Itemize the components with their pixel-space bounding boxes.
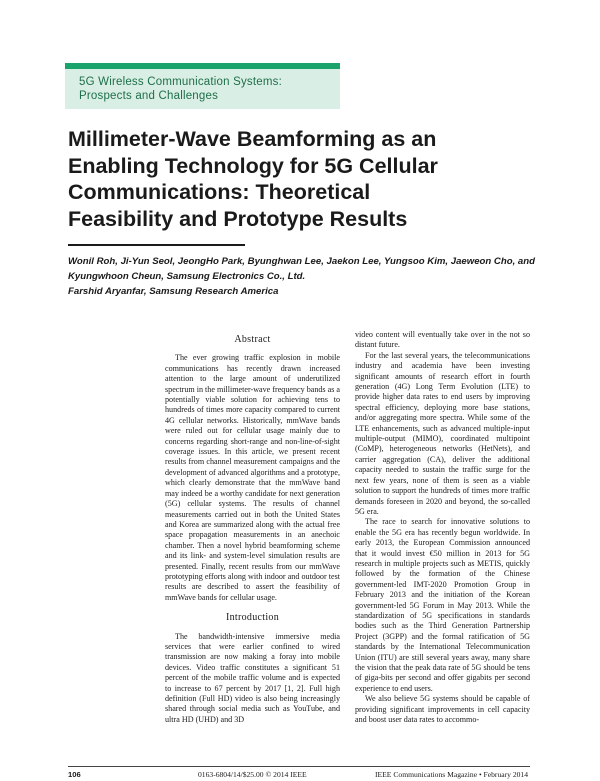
series-title-line-2: Prospects and Challenges: [79, 90, 219, 102]
title-divider: [68, 244, 245, 246]
series-title-line-1: 5G Wireless Communication Systems:: [79, 76, 282, 88]
author-line: Farshid Aryanfar, Samsung Research America: [68, 286, 279, 297]
title-line: Communications: Theoretical: [68, 180, 371, 204]
magazine-issue: IEEE Communications Magazine • February 2014: [375, 770, 529, 779]
introduction-heading: Introduction: [225, 612, 280, 624]
title-line: Feasibility and Prototype Results: [68, 206, 408, 231]
page-number: 106: [68, 770, 81, 779]
article-title: [68, 126, 538, 232]
body-paragraph: We also believe 5G systems should be capable of providing significant improvements in cell capacity and boost user data rates to accommo-: [355, 694, 530, 725]
right-column: [355, 330, 530, 725]
title-line: Millimeter-Wave Beamforming as an: [68, 127, 437, 151]
introduction-text: The bandwidth-intensive immersive media services that were earlier confined to wired transmission are now making a foray into mobile devices. Video traffic constitutes a significant 51 percent of the mobile traffic volume and is expected to increase to 67 percent by 2017 [1, 2]. Full high definition (Full HD) video is also being increasingly shared through social media such as YouTube, and ultra HD (UHD) and 3D: [165, 631, 340, 724]
title-line: Enabling Technology for 5G Cellular: [68, 153, 438, 178]
body-paragraph: The race to search for innovative solutions to enable the 5G era has recently begun worldwide. In early 2013, the European Commission announced that it would invest €50 million in 2013 for 5G research in multiple projects such as METIS, quickly followed by the formation of the Chinese government-led IMT-2020 Promotion Group in February 2013 and the initiation of the Korean government-led 5G Forum in May 2013. While the standardization of 5G specifications in standards bodies such as the Third Generation Partnership Project (3GPP) and the formal ratification of 5G standards by the International Telecommunication Union (ITU) are still several years away, many share the vision that the peak data rate of 5G should be tens of giga-bits per second and offer gigabits per second experience to end users.: [355, 517, 530, 693]
abstract-heading: Abstract: [234, 334, 271, 345]
abstract-text: The ever growing traffic explosion in mobile communications has recently drawn increased attention to the large amount of underutilized spectrum in the millimeter-wave frequency bands as a potentially viable solution for achieving tens to hundreds of times more capacity compared to current 4G cellular networks. Historically, mmWave bands were ruled out for cellular usage mainly due to concerns regarding short-range and non-line-of-sight coverage issues. In this article, we present recent results from channel measurement campaigns and the development of advanced algorithms and a prototype, which clearly demonstrate that the mmWave band may indeed be a worthy candidate for next generation (5G) cellular systems. The results of channel measurements carried out in both the United States and Korea are summarized along with the actual free space propagation measurements in an anechoic chamber. Then a novel hybrid beamforming scheme and its link- and system-level simulation results are presented. Finally, recent results from our mmWave prototyping efforts along with indoor and outdoor test results are described to assert the feasibility of mmWave bands for cellular usage.: [165, 353, 340, 602]
author-line: Kyungwhoon Cheun, Samsung Electronics Co., Ltd.: [68, 271, 306, 282]
body-paragraph: video content will eventually take over in the not so distant future.: [355, 330, 530, 350]
author-line: Wonil Roh, Ji-Yun Seol, JeongHo Park, Byunghwan Lee, Jaekon Lee, Yungsoo Kim, Jaeweon Cho, and: [68, 256, 535, 267]
left-column: [165, 330, 340, 725]
author-list: [68, 254, 538, 299]
series-banner: [65, 63, 340, 109]
footer-divider: [68, 766, 530, 767]
copyright-code: 0163-6804/14/$25.00 © 2014 IEEE: [198, 770, 307, 779]
body-paragraph: For the last several years, the telecommunications industry and academia have been investing significant amounts of research effort in fourth generation (4G) Long Term Evolution (LTE) to provide higher data rates to end users by improving spectral efficiency, deploying more base stations, and/or aggregating more spectra. While some of the LTE enhancements, such as advanced multiple-input multiple-output (MIMO), coordinated multipoint (CoMP), heterogeneous networks (HetNets), and carrier aggregation (CA), deliver the additional capacity needed to sustain the traffic surge for the next few years, none of them is seen as a viable solution to support the hundreds of times more traffic demands foreseen in 2020 and beyond, the so-called 5G era.: [355, 350, 530, 516]
